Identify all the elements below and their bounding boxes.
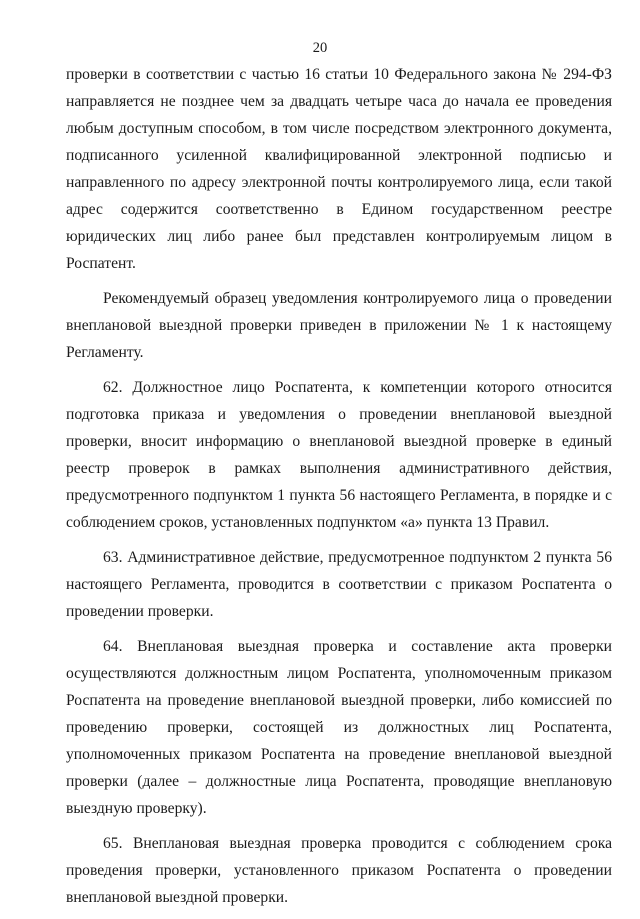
document-body — [66, 61, 612, 919]
paragraph-65: 65. Внеплановая выездная проверка проводится с соблюдением срока проведения проверки, установленного приказом Роспатента о проведении внеплановой выездной проверки. — [66, 835, 612, 906]
paragraph-64: 64. Внеплановая выездная проверка и составление акта проверки осуществляются должностным лицом Роспатента, уполномоченным приказом Роспатента на проведение внеплановой выездной проверки, либо комиссией по проведению проверки, состоящей из должностных лиц Роспатента, уполномоченных приказом Роспатента на проведение внеплановой выездной проверки (далее – должностные лица Роспатента, проводящие внеплановую выездную проверку). — [66, 638, 612, 817]
paragraph-63: 63. Административное действие, предусмотренное подпунктом 2 пункта 56 настоящего Регламента, проводится в соответствии с приказом Роспатента о проведении проверки. — [66, 549, 612, 620]
paragraph-continuation: проверки в соответствии с частью 16 статьи 10 Федерального закона № 294-ФЗ направляется не позднее чем за двадцать четыре часа до начала ее проведения любым доступным способом, в том числе посредством электронного документа, подписанного усиленной квалифицированной электронной подписью и направленного по адресу электронной почты контролируемого лица, если такой адрес содержится соответственно в Едином государственном реестре юридических лиц либо ранее был представлен контролируемым лицом в Роспатент. — [66, 66, 612, 272]
paragraph-sample-notice: Рекомендуемый образец уведомления контролируемого лица о проведении внеплановой выездной проверки приведен в приложении № 1 к настоящему Регламенту. — [66, 290, 612, 361]
page-number: 20 — [312, 40, 328, 56]
paragraph-62: 62. Должностное лицо Роспатента, к компетенции которого относится подготовка приказа и уведомления о проведении внеплановой выездной проверки, вносит информацию о внеплановой выездной проверке в единый реестр проверок в рамках выполнения административного действия, предусмотренного подпунктом 1 пункта 56 настоящего Регламента, в порядке и с соблюдением сроков, установленных подпунктом «а» пункта 13 Правил. — [66, 379, 612, 531]
